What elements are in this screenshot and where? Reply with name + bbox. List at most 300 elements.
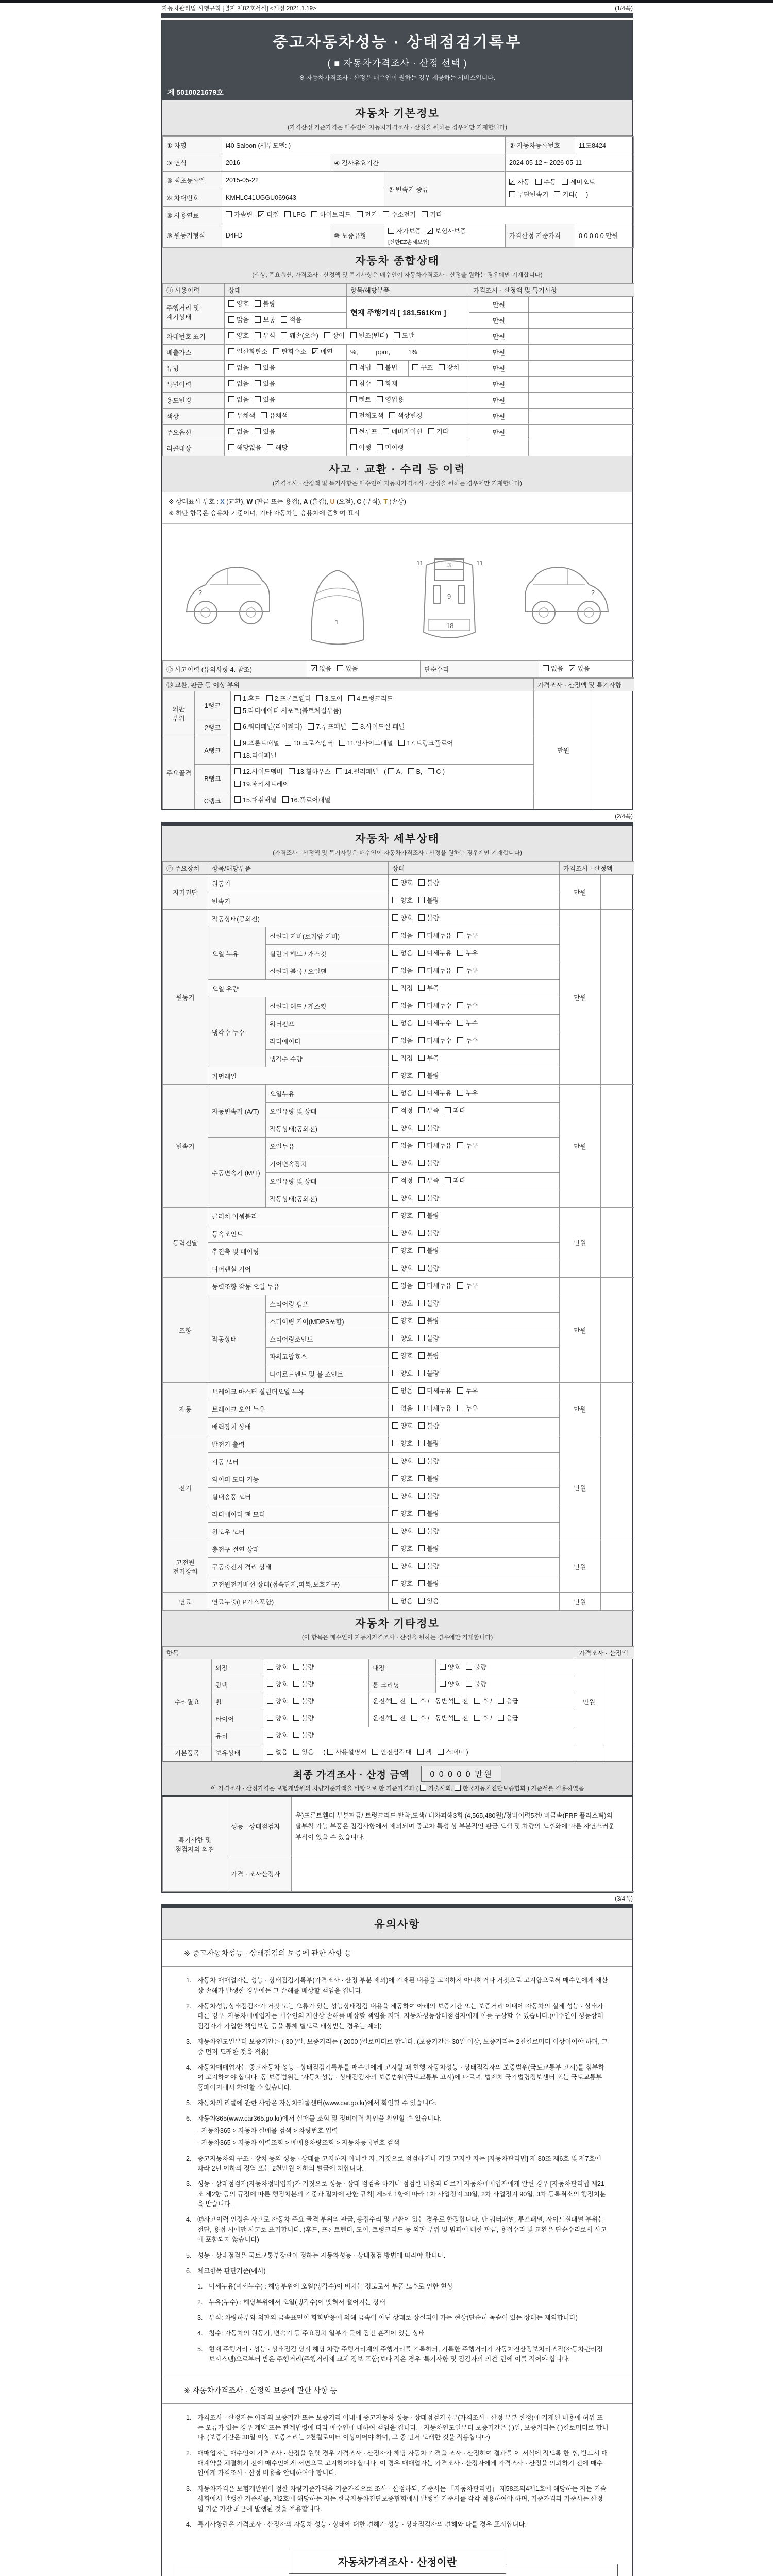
state-options <box>225 328 469 344</box>
checkbox-수동[interactable] <box>535 179 542 185</box>
checkbox-없음[interactable] <box>228 380 234 386</box>
checkbox-누유[interactable] <box>457 1090 463 1096</box>
checkbox-양호[interactable] <box>392 879 398 886</box>
device-전기: 전기 <box>163 1435 208 1540</box>
checkbox-잭[interactable] <box>417 1749 424 1755</box>
checkbox-없음[interactable] <box>392 1090 398 1096</box>
option-후: 후 / <box>411 1713 429 1725</box>
checkbox-없음[interactable] <box>311 665 317 671</box>
checkbox-미세누유[interactable] <box>418 950 425 956</box>
checkbox-양호[interactable] <box>392 1352 398 1359</box>
checkbox-양호[interactable] <box>392 1545 398 1551</box>
section-subtitle: (가격산정 기준가격은 매수인이 자동차가격조사 · 산정을 원하는 경우에만 기재합니다) <box>288 125 507 131</box>
checkbox-불량[interactable] <box>418 1580 425 1586</box>
checkbox-양호[interactable] <box>392 897 398 903</box>
checkbox-무채색[interactable] <box>228 412 234 418</box>
checkbox-이행[interactable] <box>350 444 357 450</box>
checkbox-14.필러패널[interactable] <box>336 768 342 774</box>
checkbox-양호[interactable] <box>228 300 234 307</box>
checkbox-일산화탄소[interactable] <box>228 348 234 354</box>
checkbox-불량[interactable] <box>293 1732 299 1738</box>
base-price-label: 가격산정 기준가격 <box>506 224 575 248</box>
checkbox-양호[interactable] <box>392 1528 398 1534</box>
checkbox-6.쿼터패널(리어휀더)[interactable] <box>234 723 241 730</box>
checkbox-변조(변타)[interactable] <box>350 332 357 338</box>
checkbox-미세누유[interactable] <box>418 1387 425 1394</box>
item-options <box>347 376 469 392</box>
checkbox-전[interactable] <box>391 1715 397 1721</box>
checkbox-없음[interactable] <box>392 1405 398 1411</box>
checkbox-불량[interactable] <box>418 1352 425 1359</box>
checkbox-적정[interactable] <box>392 1107 398 1113</box>
checkbox-해당없음[interactable] <box>228 444 234 450</box>
checkbox-영업용[interactable] <box>377 396 383 402</box>
checkbox-불량[interactable] <box>418 879 425 886</box>
state-options <box>389 1505 560 1523</box>
form-rule-reference: 자동차관리법 시행규칙 [별지 제82호서식] <개정 2021.1.19> <box>162 6 316 12</box>
checkbox-자가보증[interactable] <box>388 228 394 234</box>
checkbox-누유[interactable] <box>457 967 463 973</box>
checkbox-없음[interactable] <box>392 1282 398 1289</box>
price-cell: 만원 <box>469 344 529 360</box>
option-상이: 상이 <box>324 330 345 343</box>
checkbox-부식[interactable] <box>255 332 261 338</box>
option-스패너: 스패너 ) <box>438 1747 468 1759</box>
checkbox-없음[interactable] <box>392 967 398 973</box>
checkbox-무단변속기[interactable] <box>509 191 515 197</box>
checkbox-양호[interactable] <box>267 1732 273 1738</box>
car-diagram-top <box>294 529 381 655</box>
checkbox-불량[interactable] <box>418 1317 425 1324</box>
checkbox-있음[interactable] <box>255 380 261 386</box>
checkbox-적정[interactable] <box>392 1055 398 1061</box>
checkbox-불량[interactable] <box>293 1664 299 1670</box>
checkbox-썬루프[interactable] <box>350 428 357 434</box>
subgroup-label: 수동변속기 (M/T) <box>208 1138 266 1208</box>
item-label: 오일누유 <box>266 1085 389 1103</box>
option-없음: 없음 <box>228 394 249 406</box>
state-options <box>225 360 347 376</box>
checkbox-불량[interactable] <box>418 1493 425 1499</box>
checkbox-자동[interactable] <box>509 179 515 185</box>
checkbox-누수[interactable] <box>457 1037 463 1043</box>
option-불량: 불량 <box>418 1263 439 1275</box>
mileage-label: 주행거리 및 계기상태 <box>163 296 225 328</box>
checkbox-B,[interactable] <box>408 768 414 774</box>
checkbox-전[interactable] <box>391 1698 397 1704</box>
checkbox-LPG[interactable] <box>284 211 291 217</box>
checkbox-불량[interactable] <box>418 1563 425 1569</box>
checkbox-없음[interactable] <box>392 1142 398 1148</box>
section-notice <box>162 1908 632 1939</box>
checkbox-양호[interactable] <box>392 1422 398 1429</box>
checkbox-불량[interactable] <box>418 1370 425 1376</box>
checkbox-누유[interactable] <box>457 1282 463 1289</box>
checkbox-양호[interactable] <box>392 1195 398 1201</box>
checkbox-누유[interactable] <box>457 1142 463 1148</box>
table-row <box>163 296 634 312</box>
mileage-amount-options <box>225 312 347 328</box>
checkbox-침수[interactable] <box>350 380 357 386</box>
checkbox-없음[interactable] <box>392 1387 398 1394</box>
state-options <box>389 1540 560 1558</box>
checkbox-보통[interactable] <box>255 316 261 323</box>
option-13.휠하우스: 13.휠하우스 <box>289 766 331 778</box>
checkbox-도말[interactable] <box>394 332 400 338</box>
checkbox-없음[interactable] <box>392 1598 398 1604</box>
checkbox-양호[interactable] <box>392 1212 398 1218</box>
checkbox-미세누유[interactable] <box>418 932 425 938</box>
checkbox-미이행[interactable] <box>377 444 383 450</box>
option-후: 후 / <box>411 1696 429 1708</box>
detail-condition-table <box>162 861 634 1611</box>
checkbox-미세누유[interactable] <box>418 1282 425 1289</box>
checkbox-있음[interactable] <box>418 1598 425 1604</box>
checkbox-불량[interactable] <box>418 1125 425 1131</box>
checkbox-과다[interactable] <box>445 1177 451 1183</box>
checkbox-11.인사이드패널[interactable] <box>339 740 345 746</box>
item-label: 라디에이터 <box>266 1032 389 1050</box>
checkbox-미세누유[interactable] <box>418 1090 425 1096</box>
checkbox-없음[interactable] <box>543 665 549 671</box>
checkbox-불량[interactable] <box>255 300 261 307</box>
checkbox-9.프론트패널[interactable] <box>234 740 241 746</box>
checkbox-양호[interactable] <box>392 1510 398 1516</box>
checkbox-응급[interactable] <box>498 1715 504 1721</box>
checkbox-미세누수[interactable] <box>418 1037 425 1043</box>
checkbox-후[interactable] <box>474 1715 480 1721</box>
notice-item-text: 자동차365(www.car365.go.kr)에서 실매물 조회 및 정비이력 확인을 확인할 수 있습니다. - 자동차365 > 자동차 실매물 검색 > 차량번호 입력 - 자동차365 > 자동차 이력조회 > 매매용차량조회 > 자동차등록번호 검색 <box>197 2114 609 2148</box>
checkbox-A,[interactable] <box>388 768 394 774</box>
checkbox-불량[interactable] <box>418 1422 425 1429</box>
checkbox-불량[interactable] <box>418 1545 425 1551</box>
basic-item-options <box>263 1744 575 1761</box>
checkbox-불량[interactable] <box>418 1335 425 1341</box>
item-label: 광택 <box>212 1676 263 1693</box>
option-미세누유: 미세누유 <box>418 1385 451 1398</box>
checkbox-양호[interactable] <box>392 1458 398 1464</box>
checkbox-양호[interactable] <box>392 1370 398 1376</box>
checkbox-불량[interactable] <box>418 1528 425 1534</box>
option-전: 운전석 전 <box>373 1698 406 1705</box>
checkbox-누유[interactable] <box>457 932 463 938</box>
state-options <box>389 1260 560 1278</box>
checkbox-8.사이드실 패널[interactable] <box>352 723 358 730</box>
checkbox-15.대쉬패널[interactable] <box>234 796 241 803</box>
checkbox-불량[interactable] <box>418 914 425 921</box>
checkbox-사용설명서[interactable] <box>327 1749 333 1755</box>
checkbox-1.후드[interactable] <box>234 695 241 701</box>
option-불량: 불량 <box>255 298 275 311</box>
checkbox-4.트렁크리드[interactable] <box>348 695 355 701</box>
checkbox-미세누유[interactable] <box>418 1405 425 1411</box>
checkbox-누유[interactable] <box>457 1387 463 1394</box>
checkbox-있음[interactable] <box>255 428 261 434</box>
option-불량: 불량 <box>418 1438 439 1450</box>
option-없음: 없음 <box>543 663 563 675</box>
checkbox-전체도색[interactable] <box>350 412 357 418</box>
checkbox-10.크로스멤버[interactable] <box>285 740 291 746</box>
option-변조(변타): 변조(변타) <box>350 330 388 343</box>
checkbox-구조[interactable] <box>412 364 418 370</box>
checkbox-불량[interactable] <box>418 1195 425 1201</box>
checkbox-양호[interactable] <box>267 1664 273 1670</box>
item-label: 오일유량 및 상태 <box>266 1103 389 1120</box>
checkbox-후[interactable] <box>411 1698 417 1704</box>
state-options <box>389 1418 560 1435</box>
checkbox-유채색[interactable] <box>261 412 267 418</box>
option-양호: 양호 <box>392 1298 413 1310</box>
checkbox-후[interactable] <box>474 1698 480 1704</box>
checkbox-없음[interactable] <box>267 1749 273 1755</box>
checkbox-부족[interactable] <box>418 1055 425 1061</box>
checkbox-있음[interactable] <box>337 665 343 671</box>
checkbox-불량[interactable] <box>418 1212 425 1218</box>
table-row <box>163 328 634 344</box>
checkbox-불량[interactable] <box>418 1300 425 1306</box>
notice-item-text: 중고자동차의 구조 · 장치 등의 성능 · 상태를 고지하지 아니한 자, 거짓으로 점검하거나 거짓 고지한 자는 [자동차관리법] 제 80조 제6호 및 제7호에 따라 2년 이하의 징역 또는 2천만원 이하의 벌금에 처합니다. <box>197 2155 601 2172</box>
option-미세누유: 미세누유 <box>418 1403 451 1415</box>
notice-item-text: 성능 · 상태점검자(자동차정비업자)가 거짓으로 성능 · 상태 점검을 하거나 점검한 내용과 다르게 자동차매매업자에게 알린 경우 [자동차관리법 제21조 제2항 등의 규정에 따른 행정처분의 기준과 절차에 관한 규칙] 제5조 1항에 따라 1차 사업정지 30일, 2차 사업정지 90일, 3차 등록취소의 행정처분을 받습니다. <box>197 2180 606 2208</box>
checkbox-없음[interactable] <box>392 1020 398 1026</box>
checkbox-17.트렁크플로어[interactable] <box>398 740 405 746</box>
option-후: 후 / <box>474 1696 492 1708</box>
checkbox-양호[interactable] <box>392 1580 398 1586</box>
option-불량: 불량 <box>293 1696 314 1708</box>
checkbox-불량[interactable] <box>418 1510 425 1516</box>
option-불량: 불량 <box>418 1210 439 1223</box>
checkbox-미세누유[interactable] <box>418 1142 425 1148</box>
checkbox-12.사이드멤버[interactable] <box>234 768 241 774</box>
checkbox-가솔린[interactable] <box>226 211 232 217</box>
checkbox-기타[interactable] <box>422 211 428 217</box>
state-options <box>263 1727 575 1744</box>
checkbox-네비게이션[interactable] <box>383 428 389 434</box>
section-title: 자동차 기타정보 <box>355 1618 440 1630</box>
subgroup-label: 작동상태 <box>208 1295 266 1383</box>
checkbox-3.도어[interactable] <box>316 695 323 701</box>
checkbox-있음[interactable] <box>569 665 575 671</box>
checkbox-후[interactable] <box>411 1715 417 1721</box>
checkbox-양호[interactable] <box>392 1335 398 1341</box>
checkbox-없음[interactable] <box>228 428 234 434</box>
checkbox-19.패키지트레이[interactable] <box>234 781 241 787</box>
checkbox-2.프론트휀더[interactable] <box>266 695 273 701</box>
checkbox-불량[interactable] <box>418 1440 425 1446</box>
checkbox-누수[interactable] <box>457 1020 463 1026</box>
checkbox-양호[interactable] <box>392 1493 398 1499</box>
notice-item <box>197 2329 609 2338</box>
checkbox-13.휠하우스[interactable] <box>289 768 295 774</box>
checkbox-불량[interactable] <box>293 1715 299 1721</box>
item-label: 오일누유 <box>266 1138 389 1155</box>
checkbox-불량[interactable] <box>418 1072 425 1078</box>
checkbox-누수[interactable] <box>457 1002 463 1008</box>
subgroup-label: 냉각수 누수 <box>208 997 266 1067</box>
item-label: 기어변속장치 <box>266 1155 389 1173</box>
checkbox-상이[interactable] <box>324 332 330 338</box>
checkbox-양호[interactable] <box>267 1698 273 1704</box>
checkbox-미세누유[interactable] <box>418 967 425 973</box>
svg-text:18: 18 <box>446 621 454 630</box>
option-없음: 없음 <box>392 1088 413 1100</box>
device-고전원 전기장치: 고전원 전기장치 <box>163 1540 208 1593</box>
checkbox-적법[interactable] <box>350 364 357 370</box>
option-적음: 적음 <box>281 314 301 327</box>
checkbox-부족[interactable] <box>418 1107 425 1113</box>
option-1.후드: 1.후드 <box>234 693 261 705</box>
checkbox-해당[interactable] <box>267 444 273 450</box>
notice-item-text: 자동차인도일부터 보증기간은 ( 30 )일, 보증거리는 ( 2000 )킬로미터로 합니다. (보증기간은 30일 이상, 보증거리는 2천킬로미터 이상이어야 하며, 그 중 먼저 도래한 것을 적용) <box>197 2038 608 2056</box>
checkbox-디젤[interactable] <box>258 211 264 217</box>
checkbox-적정[interactable] <box>392 985 398 991</box>
notice-item <box>186 1976 609 1996</box>
checkbox-누유[interactable] <box>457 950 463 956</box>
checkbox-불량[interactable] <box>418 1458 425 1464</box>
checkbox-보험사보증[interactable] <box>427 228 433 234</box>
checkbox-없음[interactable] <box>392 950 398 956</box>
checkbox-불량[interactable] <box>293 1698 299 1704</box>
checkbox-불량[interactable] <box>418 1475 425 1481</box>
panel-group-frame: 주요골격 <box>163 736 195 809</box>
checkbox-전[interactable] <box>454 1698 460 1704</box>
checkbox-적정[interactable] <box>392 1177 398 1183</box>
option-14.필러패널: 14.필러패널 <box>336 766 378 778</box>
checkbox-16.플로어패널[interactable] <box>282 796 289 803</box>
checkbox-양호[interactable] <box>392 1317 398 1324</box>
checkbox-장치[interactable] <box>439 364 445 370</box>
checkbox-양호[interactable] <box>440 1681 446 1687</box>
notice-item <box>186 2520 609 2530</box>
checkbox-양호[interactable] <box>392 1563 398 1569</box>
checkbox-전기[interactable] <box>357 211 363 217</box>
checkbox-부족[interactable] <box>418 1177 425 1183</box>
car-name-label: ① 차명 <box>163 137 222 154</box>
checkbox-매연[interactable] <box>312 348 318 354</box>
checkbox-양호[interactable] <box>267 1715 273 1721</box>
checkbox-기술사회[interactable] <box>420 1785 426 1791</box>
checkbox-하이브리드[interactable] <box>311 211 317 217</box>
checkbox-양호[interactable] <box>392 1160 398 1166</box>
checkbox-화재[interactable] <box>377 380 383 386</box>
appraiser-label: 가격 · 조사산정자 <box>227 1856 292 1892</box>
checkbox-불량[interactable] <box>293 1681 299 1687</box>
car-diagrams <box>162 524 632 660</box>
checkbox-양호[interactable] <box>228 332 234 338</box>
option-양호: 양호 <box>392 1508 413 1520</box>
checkbox-양호[interactable] <box>392 1230 398 1236</box>
option-19.패키지트레이: 19.패키지트레이 <box>234 778 289 791</box>
checkbox-양호[interactable] <box>267 1681 273 1687</box>
option-불량: 불량 <box>466 1662 486 1674</box>
option-영업용: 영업용 <box>377 394 404 406</box>
price-header: 가격조사 · 산정액 및 특기사항 <box>469 283 634 296</box>
checkbox-불량[interactable] <box>418 1230 425 1236</box>
checkbox-있음[interactable] <box>293 1749 299 1755</box>
checkbox-불량[interactable] <box>418 1247 425 1253</box>
option-양호: 양호 <box>392 1070 413 1082</box>
checkbox-안전삼각대[interactable] <box>372 1749 378 1755</box>
checkbox-탄화수소[interactable] <box>273 348 279 354</box>
checkbox-많음[interactable] <box>228 316 234 323</box>
checkbox-18.리어패널[interactable] <box>234 752 241 758</box>
checkbox-양호[interactable] <box>392 1072 398 1078</box>
item-label: 작동상태(공회전) <box>266 1190 389 1208</box>
checkbox-스패너[interactable] <box>438 1749 444 1755</box>
checkbox-양호[interactable] <box>392 1475 398 1481</box>
checkbox-불량[interactable] <box>466 1681 472 1687</box>
checkbox-수소전기[interactable] <box>383 211 389 217</box>
checkbox-기타( )[interactable] <box>554 191 560 197</box>
checkbox-없음[interactable] <box>228 364 234 370</box>
checkbox-5.라디에이터 서포트(볼트체결부품)[interactable] <box>234 707 241 714</box>
item-label: 브레이크 오일 누유 <box>208 1400 389 1418</box>
checkbox-양호[interactable] <box>392 1440 398 1446</box>
option-5.라디에이터 서포트(볼트체결부품): 5.라디에이터 서포트(볼트체결부품) <box>234 705 341 718</box>
current-mileage-value: 현재 주행거리 [ 181,561Km ] <box>347 296 469 328</box>
checkbox-양호[interactable] <box>392 1125 398 1131</box>
checkbox-렌트[interactable] <box>350 396 357 402</box>
checkbox-없음[interactable] <box>392 1037 398 1043</box>
item-label: 휠 <box>212 1693 263 1710</box>
item-label: 고전원전기배선 상태(접속단자,피복,보호기구) <box>208 1575 389 1593</box>
checkbox-불법[interactable] <box>377 364 383 370</box>
checkbox-불량[interactable] <box>418 1265 425 1271</box>
checkbox-미세누수[interactable] <box>418 1002 425 1008</box>
checkbox-양호[interactable] <box>392 1265 398 1271</box>
checkbox-7.루프패널[interactable] <box>308 723 314 730</box>
checkbox-누유[interactable] <box>457 1405 463 1411</box>
checkbox-훼손(오손)[interactable] <box>281 332 287 338</box>
checkbox-양호[interactable] <box>440 1664 446 1670</box>
checkbox-불량[interactable] <box>466 1664 472 1670</box>
checkbox-과다[interactable] <box>445 1107 451 1113</box>
checkbox-있음[interactable] <box>255 396 261 402</box>
checkbox-색상변경[interactable] <box>389 412 395 418</box>
checkbox-응급[interactable] <box>498 1698 504 1704</box>
checkbox-불량[interactable] <box>418 897 425 903</box>
option-구조: 구조 <box>412 362 433 375</box>
notice-item-text: 매매업자는 매수인이 가격조사 · 산정을 원할 경우 가격조사 · 산정자가 해당 자동차 가격을 조사 · 산정하여 결과를 이 서식에 적도록 한 후, 반드시 매매계약을 체결하기 전에 매수인에게 서면으로 고지하여야 합니다. 이 경우 매매업자는 가격조사 · 산정자에게 가격조사 · 산정을 의뢰하기 전에 매수인에게 가격조사 · 산정 비용을 안내하여야 합니다. <box>197 2449 608 2477</box>
checkbox-세미오토[interactable] <box>562 179 568 185</box>
checkbox-기타[interactable] <box>428 428 434 434</box>
checkbox-적음[interactable] <box>281 316 287 323</box>
checkbox-부족[interactable] <box>418 985 425 991</box>
checkbox-C[interactable] <box>428 768 434 774</box>
checkbox-양호[interactable] <box>392 1300 398 1306</box>
state-options <box>389 927 560 945</box>
checkbox-한국자동차진단보증협회[interactable] <box>455 1785 461 1791</box>
checkbox-있음[interactable] <box>255 364 261 370</box>
checkbox-불량[interactable] <box>418 1160 425 1166</box>
price-cell: 만원 <box>469 312 529 328</box>
checkbox-양호[interactable] <box>392 1247 398 1253</box>
checkbox-없음[interactable] <box>392 1002 398 1008</box>
table-row <box>163 1383 634 1400</box>
checkbox-전[interactable] <box>454 1715 460 1721</box>
checkbox-양호[interactable] <box>392 914 398 921</box>
checkbox-미세누수[interactable] <box>418 1020 425 1026</box>
rank-label: C랭크 <box>195 792 231 809</box>
option-불량: 불량 <box>418 1245 439 1258</box>
checkbox-없음[interactable] <box>228 396 234 402</box>
first-registration-value: 2015-05-22 <box>222 172 384 189</box>
note-cell <box>601 1278 634 1383</box>
checkbox-없음[interactable] <box>392 932 398 938</box>
price-appraisal-box-title: 자동차가격조사 · 산정이란 <box>289 2549 506 2574</box>
table-row <box>163 691 634 719</box>
registration-number-label: ② 자동차등록번호 <box>506 137 575 154</box>
